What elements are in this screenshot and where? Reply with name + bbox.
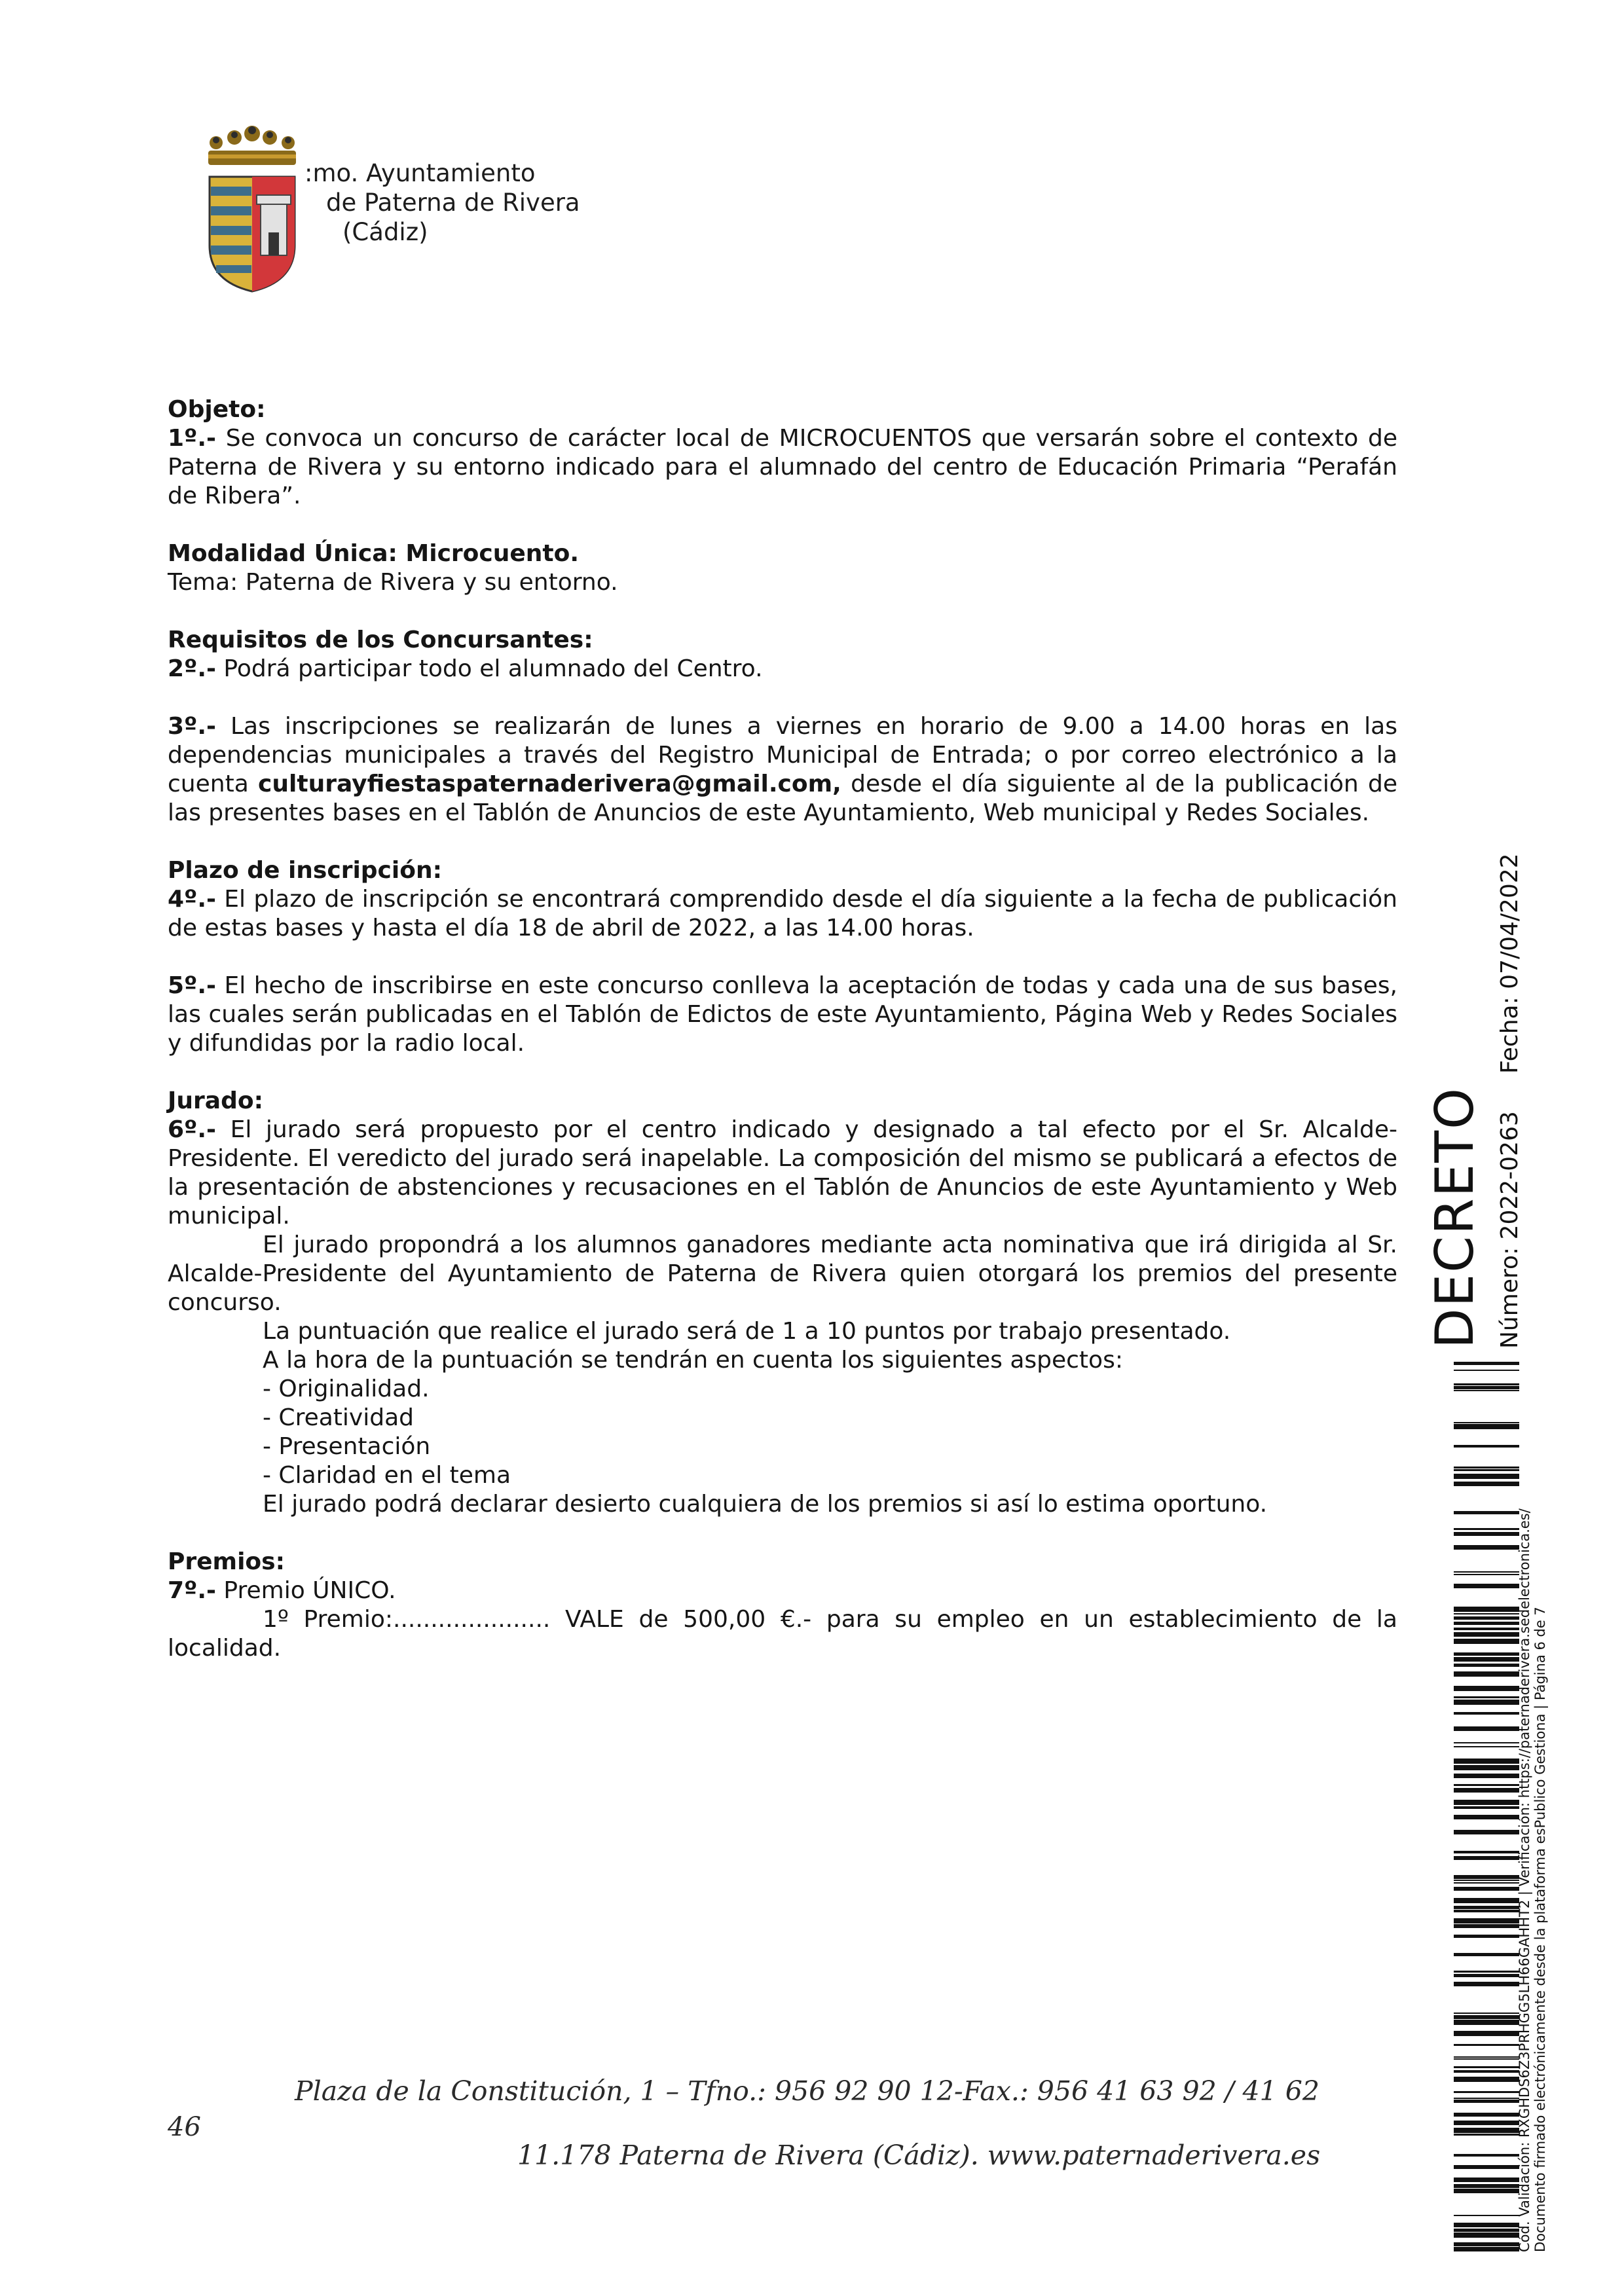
decreto-meta xyxy=(1490,853,1530,1349)
paragraph-text: desde el día siguiente al de la publicación de las presentes bases en el Tablón de Anuncios de este Ayuntamiento, Web municipal y Redes Sociales. xyxy=(168,771,1397,826)
paragraph-text: El jurado será propuesto por el centro indicado y designado a tal efecto por el Sr. Alcalde-Presidente. El veredicto del jurado será inapelable. La composición del mismo se publicará a efectos de la presentación de abstenciones y recusaciones en el Tablón de Anuncios de este Ayuntamiento y Web municipal. xyxy=(168,1116,1397,1230)
decreto-fecha: Fecha: 07/04/2022 xyxy=(1496,853,1523,1074)
decreto-title: DECRETO xyxy=(1424,1087,1485,1349)
paragraph-6d: A la hora de la puntuación se tendrán en cuenta los siguientes aspectos: xyxy=(263,1347,1123,1374)
clause-number: 4º.- xyxy=(168,886,216,913)
page-number: 46 xyxy=(168,2112,201,2142)
paragraph-text: Las inscripciones se realizarán de lunes a viernes en horario de 9.00 a 14.00 horas en las dependencias municipales a través del Registro Municipal de Entrada; o por correo electrónico a la cuenta xyxy=(168,713,1397,797)
footer-address: Plaza de la Constitución, 1 – Tfno.: 956 92 90 12-Fax.: 956 41 63 92 / 41 62 xyxy=(295,2075,1320,2107)
list-item: - Originalidad. xyxy=(263,1376,430,1402)
verification-line-2: Documento firmado electrónicamente desde la plataforma esPublico Gestiona | Página 6 de 7 xyxy=(1532,1607,1548,2252)
heading-modalidad: Modalidad Única: Microcuento. xyxy=(168,540,580,567)
verification-line-1: Cód. Validación: RXGHDS6Z3PRHGG5LH66GAHHT2 | Verificación: https://paternaderivera.sedelectronica.es/ xyxy=(1517,1508,1532,2252)
paragraph-text: Se convoca un concurso de carácter local de MICROCUENTOS que versarán sobre el contexto de Paterna de Rivera y su entorno indicado para el alumnado del centro de Educación Primaria “Perafán de Ribera”. xyxy=(168,425,1397,509)
paragraph-6 xyxy=(168,1116,1397,1231)
paragraph-text: Podrá participar todo el alumnado del Centro. xyxy=(215,655,763,682)
paragraph-text: El plazo de inscripción se encontrará comprendido desde el día siguiente a la fecha de publicación de estas bases y hasta el día 18 de abril de 2022, a las 14.00 horas. xyxy=(168,886,1397,941)
paragraph-2 xyxy=(168,655,1397,683)
email-address: culturayfiestaspaternaderivera@gmail.com, xyxy=(258,771,841,797)
paragraph-7b: 1º Premio:..................... VALE de 500,00 €.- para su empleo en un establecimiento de la localidad. xyxy=(168,1606,1397,1662)
list-item: - Claridad en el tema xyxy=(263,1462,511,1489)
paragraph-1 xyxy=(168,424,1397,511)
paragraph-6b: El jurado propondrá a los alumnos ganadores mediante acta nominativa que irá dirigida al Sr. Alcalde-Presidente del Ayuntamiento de Paterna de Rivera quien otorgará los premios del presente concurso. xyxy=(168,1231,1397,1316)
decreto-label xyxy=(1424,871,1486,1349)
heading-jurado: Jurado: xyxy=(168,1087,263,1114)
barcode-icon xyxy=(1454,1362,1519,2252)
letterhead xyxy=(196,124,655,301)
coat-of-arms-icon xyxy=(196,124,308,295)
org-name-line3: (Cádiz) xyxy=(342,218,428,246)
org-name-line2: de Paterna de Rivera xyxy=(326,189,580,217)
footer-city-web: 11.178 Paterna de Rivera (Cádiz). www.paternaderivera.es xyxy=(517,2140,1321,2171)
paragraph-5 xyxy=(168,972,1397,1058)
tema-line: Tema: Paterna de Rivera y su entorno. xyxy=(168,569,618,596)
electronic-signature-stamp xyxy=(1424,853,1578,2252)
paragraph-text: Premio ÚNICO. xyxy=(215,1577,396,1604)
verification-text xyxy=(1517,1447,1572,2252)
clause-number: 3º.- xyxy=(168,713,216,740)
paragraph-6c: La puntuación que realice el jurado será de 1 a 10 puntos por trabajo presentado. xyxy=(263,1318,1231,1345)
paragraph-text: El hecho de inscribirse en este concurso conlleva la aceptación de todas y cada una de sus bases, las cuales serán publicadas en el Tablón de Edictos de este Ayuntamiento, Página Web y Redes Sociales y difundidas por la radio local. xyxy=(168,972,1397,1057)
org-name-line1: :mo. Ayuntamiento xyxy=(304,159,536,187)
list-item: - Creatividad xyxy=(263,1404,414,1431)
decreto-numero: Número: 2022-0263 xyxy=(1496,1111,1523,1349)
clause-number: 6º.- xyxy=(168,1116,216,1143)
paragraph-3 xyxy=(168,712,1397,828)
list-item: - Presentación xyxy=(263,1433,431,1460)
clause-number: 1º.- xyxy=(168,425,216,452)
paragraph-6e: El jurado podrá declarar desierto cualquiera de los premios si así lo estima oportuno. xyxy=(263,1491,1268,1518)
paragraph-7 xyxy=(168,1576,1397,1605)
clause-number: 7º.- xyxy=(168,1577,216,1604)
paragraph-4 xyxy=(168,885,1397,943)
clause-number: 2º.- xyxy=(168,655,216,682)
heading-premios: Premios: xyxy=(168,1548,285,1575)
aspects-list xyxy=(168,1375,1397,1490)
heading-plazo: Plazo de inscripción: xyxy=(168,857,442,884)
document-body xyxy=(168,395,1397,1663)
clause-number: 5º.- xyxy=(168,972,216,999)
heading-requisitos: Requisitos de los Concursantes: xyxy=(168,627,593,653)
heading-objeto: Objeto: xyxy=(168,396,266,423)
